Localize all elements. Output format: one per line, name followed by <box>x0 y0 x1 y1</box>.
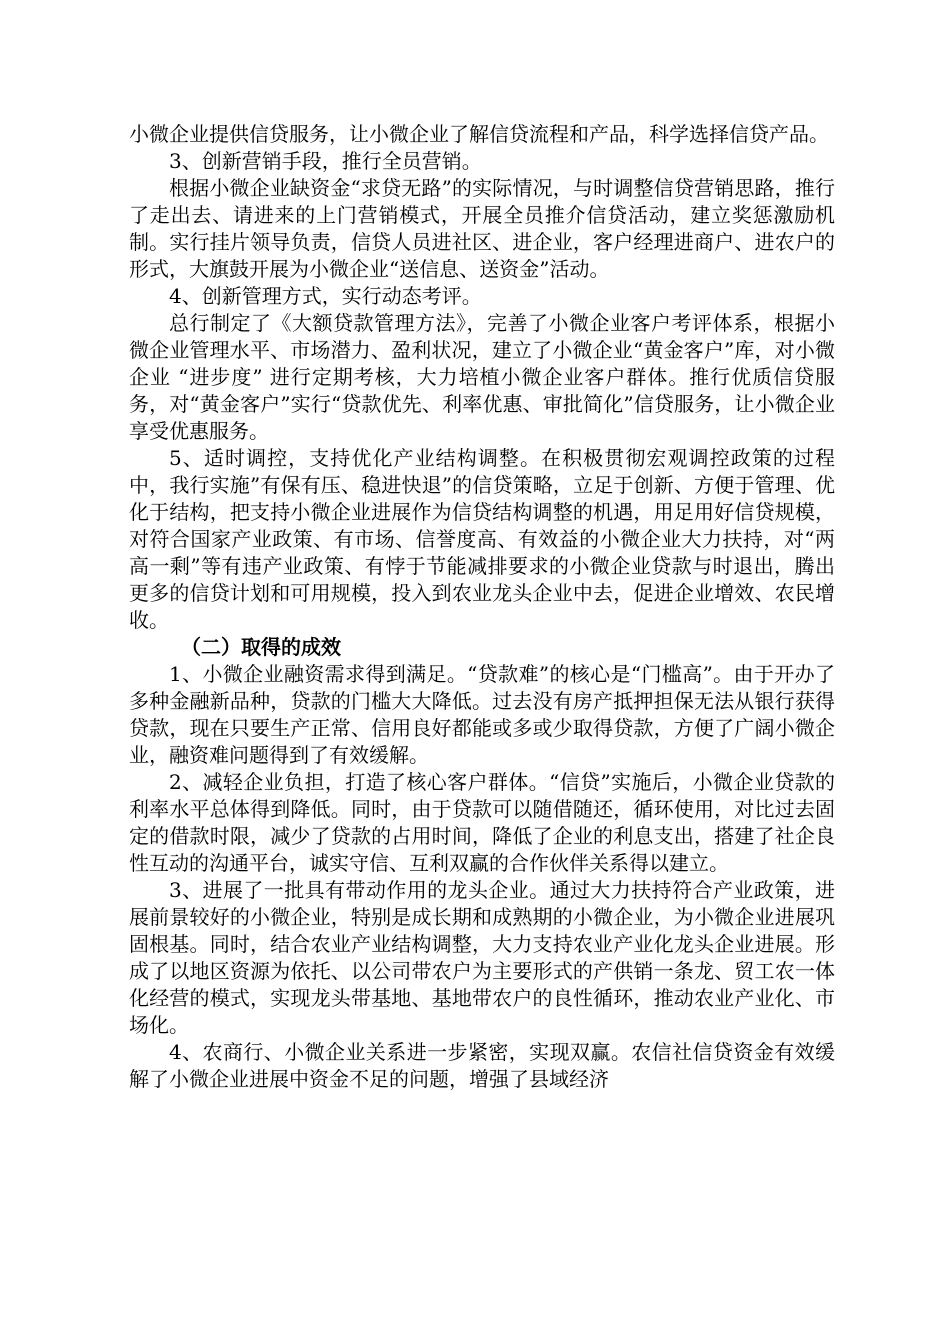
paragraph-result-3: 3、进展了一批具有带动作用的龙头企业。通过大力扶持符合产业政策，进展前景较好的小微企业，特别是成长期和成熟期的小微企业，为小微企业进展巩固根基。同时，结合农业产业结构调整，大力支持农业产业化龙头企业进展。形成了以地区资源为依托、以公司带农户为主要形式的产供销一条龙、贸工农一体化经营的模式，实现龙头带基地、基地带农户的良性循环，推动农业产业化、市场化。 <box>129 878 835 1037</box>
paragraph-item-4-title: 4、创新管理方式，实行动态考评。 <box>169 284 482 308</box>
paragraph-result-4: 4、农商行、小微企业关系进一步紧密，实现双赢。农信社信贷资金有效缓解了小微企业进展中资金不足的问题，增强了县域经济 <box>129 1040 835 1091</box>
paragraph-marketing: 根据小微企业缺资金“求贷无路”的实际情况，与时调整信贷营销思路，推行了走出去、请进来的上门营销模式，开展全员推介信贷活动，建立奖惩激励机制。实行挂片领导负责，信贷人员进社区、进企业，客户经理进商户、进农户的形式，大旗鼓开展为小微企业“送信息、送资金”活动。 <box>129 176 835 281</box>
paragraph-item-5: 5、适时调控，支持优化产业结构调整。在积极贯彻宏观调控政策的过程中，我行实施”有保有压、稳进快退”的信贷策略，立足于创新、方便于管理、优化于结构，把支持小微企业进展作为信贷结构调整的机遇，用足用好信贷规模，对符合国家产业政策、有市场、信誉度高、有效益的小微企业大力扶持，对“两高一剩”等有违产业政策、有悖于节能减排要求的小微企业贷款与时退出，腾出更多的信贷计划和可用规模，投入到农业龙头企业中去，促进企业增效、农民增收。 <box>129 446 835 632</box>
paragraph-result-2: 2、减轻企业负担，打造了核心客户群体。“信贷”实施后，小微企业贷款的利率水平总体得到降低。同时，由于贷款可以随借随还，循环使用，对比过去固定的借款时限，减少了贷款的占用时间，降低了企业的利息支出，搭建了社企良性互动的沟通平台，诚实守信、互利双赢的合作伙伴关系得以建立。 <box>129 770 835 875</box>
section-heading-results: （二）取得的成效 <box>181 635 341 659</box>
paragraph-management: 总行制定了《大额贷款管理方法》，完善了小微企业客户考评体系，根据小微企业管理水平、市场潜力、盈利状况，建立了小微企业“黄金客户”库，对小微企业 “进步度” 进行定期考核，大力培植小微企业客户群体。推行优质信贷服务，对“黄金客户”实行“贷款优先、利率优惠、审批简化”信贷服务，让小微企业享受优惠服务。 <box>129 311 835 443</box>
paragraph-continuation: 小微企业提供信贷服务，让小微企业了解信贷流程和产品，科学选择信贷产品。 <box>129 122 829 146</box>
body-text <box>129 121 835 1093</box>
paragraph-item-3-title: 3、创新营销手段，推行全员营销。 <box>169 149 482 173</box>
paragraph-result-1: 1、小微企业融资需求得到满足。“贷款难”的核心是“门槛高”。由于开办了多种金融新品种，贷款的门槛大大降低。过去没有房产抵押担保无法从银行获得贷款，现在只要生产正常、信用良好都能或多或少取得贷款，方便了广阔小微企业，融资难问题得到了有效缓解。 <box>129 662 835 767</box>
